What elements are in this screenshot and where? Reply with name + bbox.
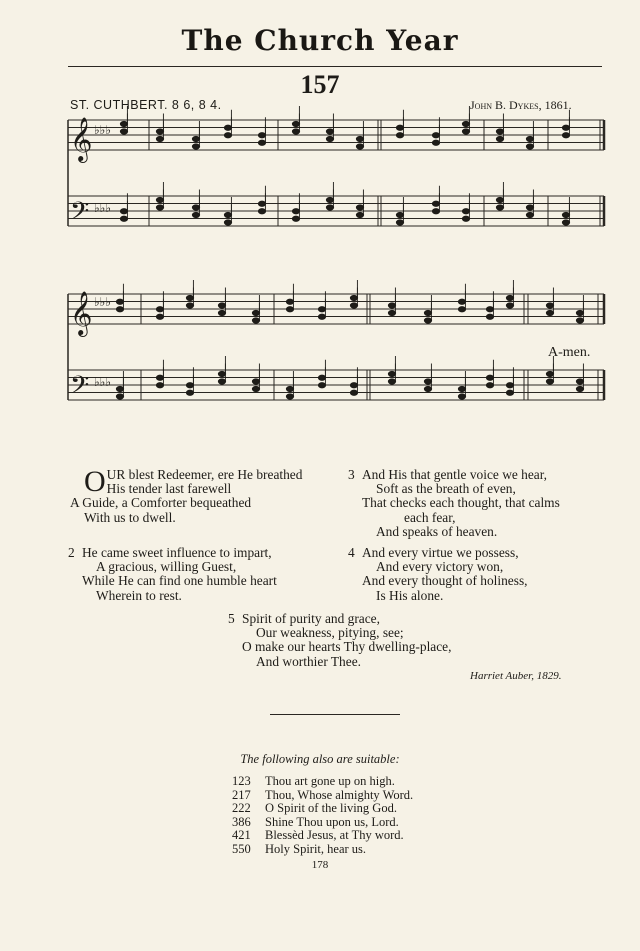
note-head [576, 386, 583, 391]
verse-number: 5 [228, 611, 235, 626]
verse-line: UR blest Redeemer, ere He breathed [106, 467, 303, 482]
note-head [286, 299, 293, 304]
key-signature-icon: ♭♭♭ [94, 295, 111, 309]
tune-name: ST. CUTHBERT. 8 6, 8 4. [70, 98, 222, 112]
note-head [252, 318, 259, 323]
list-item [232, 789, 413, 803]
note-head [396, 125, 403, 130]
author-credit: Harriet Auber, 1829. [470, 670, 562, 682]
note-head [562, 125, 569, 130]
verse-line: Soft as the breath of even, [376, 481, 516, 497]
amen-lyric: A-men. [548, 345, 591, 360]
key-signature-icon: ♭♭♭ [94, 375, 111, 389]
verse-line: And speaks of heaven. [376, 523, 498, 539]
clef-icon: 𝄞 [70, 291, 93, 335]
note-head [120, 216, 127, 221]
note-head [546, 371, 553, 376]
note-head [192, 136, 199, 141]
verse-line: And every thought of holiness, [362, 573, 528, 589]
verse-line: each fear, [404, 509, 456, 525]
note-head [506, 390, 513, 395]
verse-line: A gracious, willing Guest, [96, 559, 237, 575]
note-head [350, 390, 357, 395]
note-head [186, 390, 193, 395]
key-signature-icon: ♭♭♭ [94, 123, 111, 137]
note-head [562, 133, 569, 138]
page-title: The Church Year [181, 24, 459, 57]
note-head [218, 371, 225, 376]
music-score [0, 0, 640, 460]
hymn-ref-number: 222 [232, 801, 251, 816]
note-head [218, 379, 225, 384]
note-head [576, 379, 583, 384]
note-head [526, 136, 533, 141]
note-head [286, 394, 293, 399]
hymn-ref-title: Thou, Whose almighty Word. [265, 787, 414, 802]
note-head [396, 133, 403, 138]
note-head [258, 140, 265, 145]
list-item [232, 829, 413, 843]
note-head [388, 371, 395, 376]
note-head [218, 303, 225, 308]
note-head [424, 318, 431, 323]
note-head [120, 129, 127, 134]
note-head [356, 205, 363, 210]
verse-3 [348, 468, 560, 539]
key-signature-icon: ♭♭♭ [94, 201, 111, 215]
note-head [186, 295, 193, 300]
composer-year: , 1861. [538, 98, 572, 112]
note-head [318, 375, 325, 380]
note-head [562, 220, 569, 225]
note-head [576, 310, 583, 315]
note-head [292, 209, 299, 214]
note-head [252, 310, 259, 315]
verse-line: Spirit of purity and grace, [242, 611, 380, 626]
verse-line: Is His alone. [376, 587, 444, 603]
hymn-ref-title: Shine Thou upon us, Lord. [265, 814, 399, 829]
note-head [496, 197, 503, 202]
note-head [156, 197, 163, 202]
note-head [486, 375, 493, 380]
note-head [462, 121, 469, 126]
note-head [156, 383, 163, 388]
verse-5 [228, 612, 451, 669]
note-head [292, 129, 299, 134]
note-head [186, 303, 193, 308]
verse-line: While He can find one humble heart [82, 573, 277, 589]
verse-line: His tender last farewell [106, 481, 232, 497]
verse-2 [68, 546, 277, 603]
composer-name: John B. Dykes [470, 98, 539, 112]
note-head [496, 129, 503, 134]
verse-line: And worthier Thee. [256, 653, 361, 669]
note-head [462, 129, 469, 134]
note-head [432, 209, 439, 214]
note-head [116, 394, 123, 399]
section-divider [270, 714, 400, 715]
note-head [156, 136, 163, 141]
note-head [192, 144, 199, 149]
note-head [526, 212, 533, 217]
note-head [156, 205, 163, 210]
page-number: 178 [311, 859, 329, 871]
note-head [486, 307, 493, 312]
note-head [424, 386, 431, 391]
note-head [186, 383, 193, 388]
note-head [224, 220, 231, 225]
verse-line: A Guide, a Comforter bequeathed [70, 495, 252, 511]
hymn-ref-number: 550 [232, 841, 251, 856]
note-head [350, 295, 357, 300]
note-head [258, 209, 265, 214]
note-head [224, 212, 231, 217]
verse-number: 4 [348, 545, 355, 560]
note-head [506, 303, 513, 308]
note-head [356, 136, 363, 141]
list-item [232, 816, 413, 830]
note-head [562, 212, 569, 217]
note-head [546, 303, 553, 308]
note-head [350, 383, 357, 388]
hymn-ref-title: Blessèd Jesus, at Thy word. [265, 828, 404, 843]
note-head [258, 133, 265, 138]
note-head [458, 386, 465, 391]
note-head [356, 144, 363, 149]
verse-line: Our weakness, pitying, see; [256, 625, 404, 641]
list-item [232, 802, 413, 816]
note-head [286, 386, 293, 391]
hymn-ref-number: 386 [232, 814, 251, 829]
hymn-number: 157 [300, 70, 340, 99]
note-head [224, 125, 231, 130]
note-head [286, 307, 293, 312]
verse-line: With us to dwell. [84, 509, 176, 525]
note-head [496, 205, 503, 210]
note-head [120, 209, 127, 214]
note-head [292, 216, 299, 221]
note-head [156, 129, 163, 134]
note-head [432, 140, 439, 145]
hymn-ref-number: 421 [232, 828, 251, 843]
note-head [546, 379, 553, 384]
clef-icon: 𝄢 [70, 197, 90, 232]
note-head [546, 310, 553, 315]
note-head [396, 220, 403, 225]
verse-number: 3 [348, 467, 355, 482]
note-head [156, 375, 163, 380]
note-head [292, 121, 299, 126]
note-head [218, 310, 225, 315]
note-head [356, 212, 363, 217]
note-head [258, 201, 265, 206]
note-head [458, 394, 465, 399]
note-head [224, 133, 231, 138]
hymn-ref-number: 123 [232, 774, 251, 788]
note-head [116, 299, 123, 304]
verse-line: He came sweet influence to impart, [82, 545, 272, 560]
note-head [350, 303, 357, 308]
note-head [424, 379, 431, 384]
note-head [252, 379, 259, 384]
note-head [496, 136, 503, 141]
note-head [252, 386, 259, 391]
note-head [120, 121, 127, 126]
note-head [192, 212, 199, 217]
list-item [232, 843, 413, 857]
note-head [526, 205, 533, 210]
list-item [232, 775, 413, 789]
note-head [526, 144, 533, 149]
verse-line: And every victory won, [376, 559, 504, 575]
note-head [326, 197, 333, 202]
verse-number: 2 [68, 545, 75, 560]
note-head [576, 318, 583, 323]
note-head [318, 307, 325, 312]
note-head [462, 209, 469, 214]
hymn-ref-title: Holy Spirit, hear us. [265, 841, 367, 856]
note-head [156, 307, 163, 312]
note-head [156, 314, 163, 319]
note-head [458, 299, 465, 304]
hymn-ref-title: Thou art gone up on high. [265, 774, 395, 788]
clef-icon: 𝄢 [70, 371, 90, 406]
clef-icon: 𝄞 [70, 117, 93, 161]
verse-line: That checks each thought, that calms [362, 495, 560, 511]
note-head [116, 386, 123, 391]
verse-line: And His that gentle voice we hear, [362, 467, 548, 482]
suitable-heading: The following also are suitable: [240, 752, 400, 766]
verse-4 [348, 546, 528, 603]
note-head [192, 205, 199, 210]
hymn-ref-title: O Spirit of the living God. [265, 801, 397, 816]
verse-1-dropcap: O [84, 465, 106, 498]
note-head [462, 216, 469, 221]
note-head [326, 205, 333, 210]
note-head [388, 310, 395, 315]
note-head [396, 212, 403, 217]
verse-line: Wherein to rest. [96, 587, 182, 603]
note-head [388, 303, 395, 308]
note-head [318, 383, 325, 388]
note-head [506, 295, 513, 300]
note-head [432, 201, 439, 206]
note-head [424, 310, 431, 315]
verse-line: And every virtue we possess, [362, 545, 519, 560]
note-head [432, 133, 439, 138]
verse-line: O make our hearts Thy dwelling-place, [242, 639, 452, 655]
suitable-list [232, 775, 413, 857]
note-head [318, 314, 325, 319]
verse-1 [70, 465, 303, 525]
note-head [506, 383, 513, 388]
note-head [388, 379, 395, 384]
note-head [458, 307, 465, 312]
note-head [116, 307, 123, 312]
note-head [326, 136, 333, 141]
hymn-ref-number: 217 [232, 787, 251, 802]
note-head [486, 314, 493, 319]
note-head [326, 129, 333, 134]
note-head [486, 383, 493, 388]
